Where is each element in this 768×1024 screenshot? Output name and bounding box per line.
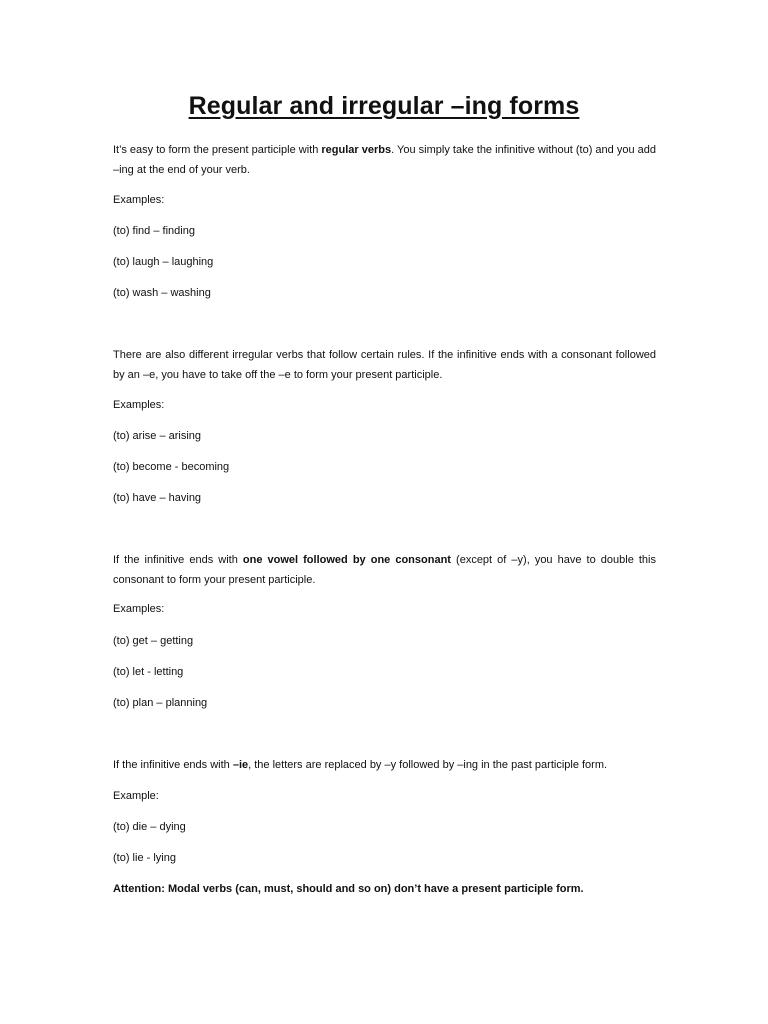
ie-ending-paragraph xyxy=(113,758,607,772)
example-item: (to) lie - lying xyxy=(113,852,176,864)
bold-term: regular verbs xyxy=(321,144,392,156)
example-item: (to) have – having xyxy=(113,492,202,504)
paragraph-text: , the letters are replaced by –y followed by –ing in the past participle form. xyxy=(248,759,608,771)
example-item: (to) get – getting xyxy=(113,635,194,647)
example-item: (to) laugh – laughing xyxy=(113,256,214,268)
paragraph-text: (except of –y), you have to double this consonant to form your present participle. xyxy=(113,554,656,586)
irregular-e-paragraph: There are also different irregular verbs that follow certain rules. If the infinitive ends with a consonant followed by an –e, you have to take off the –e to form your present participle. xyxy=(113,349,656,381)
example-item: (to) arise – arising xyxy=(113,430,202,442)
paragraph-text: If the infinitive ends with xyxy=(113,554,243,566)
double-consonant-paragraph xyxy=(113,551,656,590)
example-item: (to) wash – washing xyxy=(113,287,211,299)
examples-label: Examples: xyxy=(113,603,165,615)
example-item: (to) let - letting xyxy=(113,666,184,678)
bold-term: –ie xyxy=(232,759,249,771)
examples-label: Examples: xyxy=(113,399,165,411)
paragraph-text: . You simply take the infinitive without (to) and you add –ing at the end of your verb. xyxy=(113,144,657,176)
examples-label: Examples: xyxy=(113,194,165,206)
example-item: (to) die – dying xyxy=(113,821,186,833)
page-title: Regular and irregular –ing forms xyxy=(188,92,580,120)
regular-verbs-paragraph xyxy=(113,141,656,180)
examples-label: Example: xyxy=(113,790,159,802)
attention-note: Attention: Modal verbs (can, must, should and so on) don’t have a present participle form. xyxy=(113,883,584,895)
example-item: (to) find – finding xyxy=(113,225,195,237)
example-item: (to) become - becoming xyxy=(113,461,230,473)
bold-term: one vowel followed by one consonant xyxy=(242,554,451,566)
paragraph-text: If the infinitive ends with xyxy=(113,759,233,771)
paragraph-text: It’s easy to form the present participle with xyxy=(113,144,322,156)
example-item: (to) plan – planning xyxy=(113,697,208,709)
